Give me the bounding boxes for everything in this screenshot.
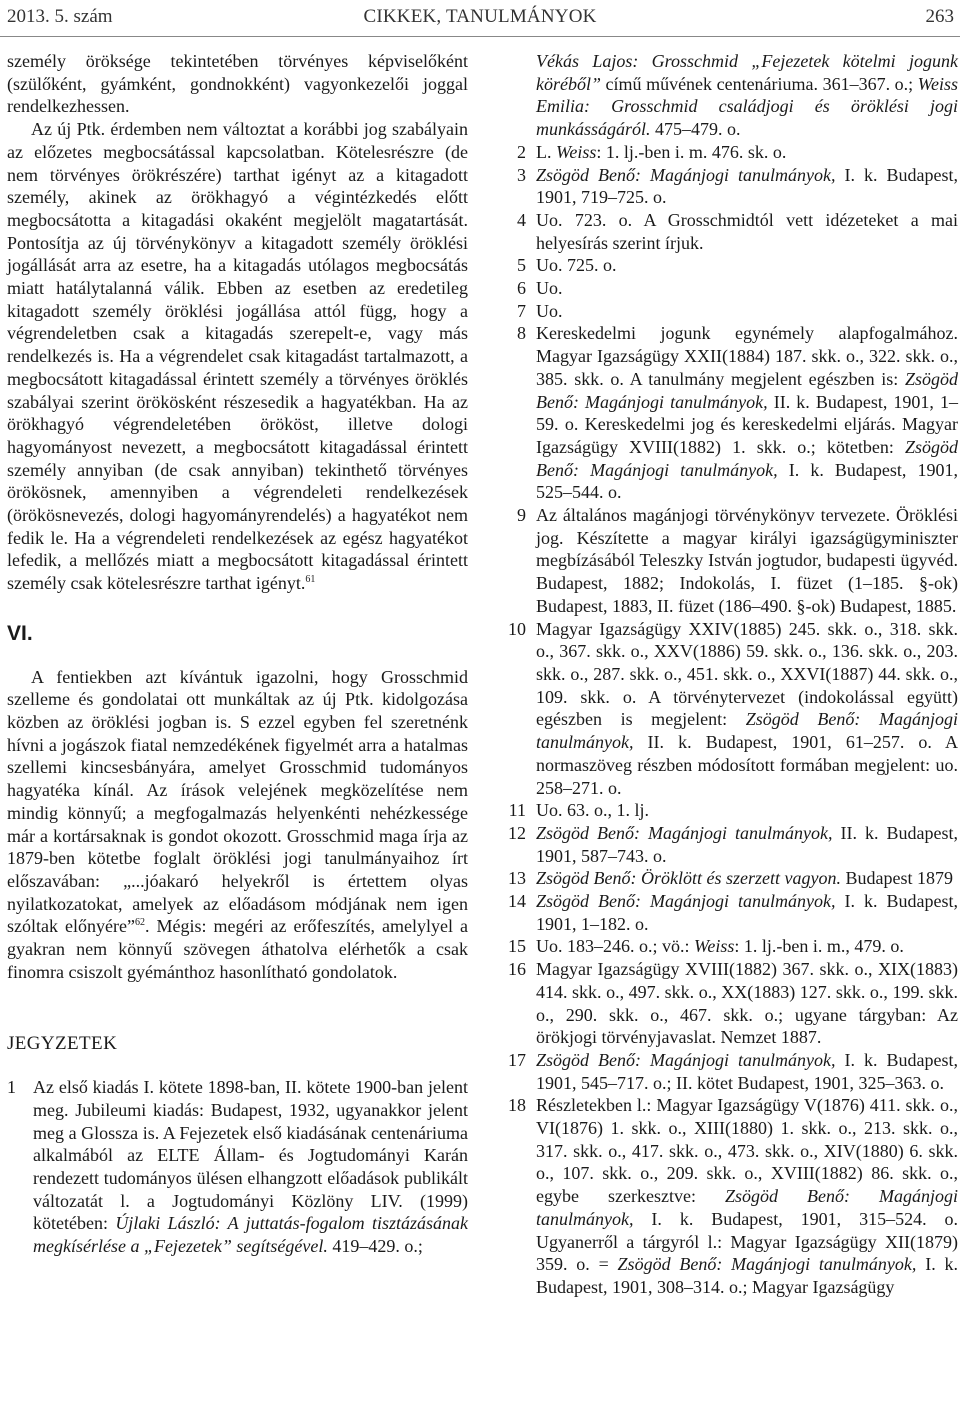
note-text: Zsögöd Benő: Magánjogi tanulmányok, I. k. Budapest, 1901, 545–717. o.; II. kötet Budapest, 1901, 325–363. o. [536,1049,959,1093]
note-italic-part: Újlaki László: A juttatás-fogalom tisztázásának megkísérlése a „Fejezetek” segítségével. [33,1213,468,1257]
note-item [500,504,958,618]
note-number: 17 [508,1049,526,1070]
note-number: 14 [508,891,526,912]
note-text-part: 419–429. o.; [327,1236,423,1257]
note-item [500,890,958,935]
note-item-continued [500,50,958,141]
right-column [500,50,958,1299]
note-text: Uo. 723. o. A Grosschmidtól vett idézeteket a mai helyesírás szerint írjuk. [536,209,958,253]
note-item [500,935,958,958]
note-number: 4 [517,209,526,230]
note-number: 1 [7,1077,16,1098]
issue-label: 2013. 5. szám [7,6,113,27]
note-number: 5 [517,255,526,276]
note-number: 9 [517,505,526,526]
note-number: 13 [508,868,526,889]
note-text [33,1076,468,1258]
note-item [500,799,958,822]
left-column [7,50,468,1258]
footnote-ref-62[interactable]: 62 [134,917,145,929]
note-text: Uo. 183–246. o.; vö.: Weiss: 1. lj.-ben i. m., 479. o. [536,936,904,957]
section-title: CIKKEK, TANULMÁNYOK [363,6,597,27]
running-header [0,0,960,37]
note-text: Uo. [536,300,563,321]
note-item [500,209,958,254]
note-number: 11 [508,800,526,821]
note-text: Zsögöd Benő: Öröklött és szerzett vagyon. Budapest 1879 [536,868,953,889]
note-item [500,1094,958,1298]
paragraph-text: A fentiekben azt kívántuk igazolni, hogy Grosschmid szelleme és gondolatai ott munkáltak az új Ptk. kidolgozása közben az öröklési jogban is. S ezzel egyben fel szeretnénk hívni a jogászok fiatal nemzedékének figyelmét arra a hatalmas szellemi kincsesbányára, amelyet Grosschmid tudományos hagyatéka kínál. Az írások velejének megközelítése nem mindig könnyű; a megfogalmazás helyenkénti nehézkessége már a kortársaknak is gondot okozott. Grosschmid maga írja az 1879-ben kötetbe foglalt öröklési jogi tanulmányaihoz írt előszavában: „...jóakaró helyekről is értettem olyas nyilatkozatokat, amelyek az előadásom módjának nem igen szóltak előnyére” [7,666,468,937]
note-number: 2 [517,141,526,162]
note-item [7,1076,468,1258]
note-text: Zsögöd Benő: Magánjogi tanulmányok, I. k. Budapest, 1901, 1–182. o. [536,891,959,934]
note-italic-part: Weiss Emilia: Grosschmid családjogi és öröklési jogi munkásságáról. [536,73,958,140]
note-text: Uo. [536,278,563,299]
note-text-part: című művének centenáriuma. 361–367. o.; [601,73,918,94]
note-number: 6 [517,278,526,299]
note-text-part: 475–479. o. [650,119,741,140]
note-text-part: Az első kiadás I. kötete 1898-ban, II. kötete 1900-ban jelent meg. Jubileumi kiadás: Budapest, 1932, ugyanakkor jelent meg a Glossza is. A Fejezetek első kiadásának centenáriuma alkalmából az ELTE Állam- és Jogtudományi Karán rendezett tudományos ülésen elhangzott előadások publikált változatát l. a Jogtudományi Közlöny LIV. (1999) kötetében: [33,1077,468,1234]
paragraph-text: Az új Ptk. érdemben nem változtat a korábbi jog szabályain az előzetes megbocsátással kapcsolatban. Kötelesrészre (de nem törvényes örökrészére) tarthat igényt az a kitagadott személy, akinek az örökhagyó a végintézkedés előtt megbocsátotta a kitagadási okaként megjelölt magatartását. Pontosítja az új törvénykönyv a kitagadott személy öröklési jogállását arra az esetre, ha a kitagadás utólagos megbocsátás miatt hatálytalanná válik. Ebben az esetben az eredetileg kitagadott személy öröklési jogállása attól függ, hogy a végrendeletben csak a kitagadás szerepelt-e, vagy más rendelkezés is. Ha a végrendelet csak kitagadást tartalmazott, a megbocsátott kitagadással érintett személy a törvényes öröklés szabályai szerint örökösként részesedik a hagyatékban. Ha az örökhagyó végrendeletében örököst, illetve dologi hagyományost nevezett, a megbocsátott kitagadással érintett személy annyiban (de csak annyiban) tekinthető törvényes örökösnek, amennyiben a végrendeleti rendelkezések (örökösnevezés, dologi hagyományrendelés) a hagyatékot nem fedik le. Ha a végrendeleti rendelkezések az egész hagyatékot lefedik, a mellőzés miatt a megbocsátott kitagadással érintett személy csak kötelesrészre tarthat igényt. [7,119,468,594]
note-number: 12 [508,822,526,843]
note-italic-part: Vékás Lajos: Grosschmid „Fejezetek kötelmi jogunk köréből” [536,51,958,94]
note-text: Uo. 63. o., 1. lj. [536,800,650,821]
note-text: Zsögöd Benő: Magánjogi tanulmányok, II. k. Budapest, 1901, 587–743. o. [536,822,958,866]
note-text [536,50,958,141]
note-text: Uo. 725. o. [536,255,617,276]
note-text: Az általános magánjogi törvénykönyv tervezete. Öröklési jog. Készítette a magyar királyi igazságügyminiszter megbízásából Teleszky István jogtudor, budapesti ügyvéd. Budapest, 1882; Indokolás, I. füzet (1–185. §-ok) Budapest, 1883, II. füzet (186–490. §-ok) Budapest, 1885. [536,505,958,616]
note-text: L. Weiss: 1. lj.-ben i. m. 476. sk. o. [536,141,787,162]
note-text: Zsögöd Benő: Magánjogi tanulmányok, I. k. Budapest, 1901, 719–725. o. [536,164,959,208]
note-item [500,164,958,209]
section-heading: VI. [7,621,33,645]
note-text: Részletekben l.: Magyar Igazságügy V(1876) 411. skk. o., VI(1876) 1. skk. o., XIII(1880) 1. skk. o., 213. skk. o., 317. skk. o., 417. skk. o., 473. skk. o., XIV(1880) 6. skk. o., 107. skk. o., 209. skk. o., XVIII(1882) 86. skk. o., egybe szerkesztve: Zsögöd Benő: Magánjogi tanulmányok, I. k. Budapest, 1901, 315–524. o. Ugyanerről a tárgyról l.: Magyar Igazságügy XII(1879) 359. o. = Zsögöd Benő: Magánjogi tanulmányok, I. k. Budapest, 1901, 308–314. o.; Magyar Igazságügy [536,1095,958,1297]
body-paragraph [7,666,468,984]
body-paragraph [7,118,468,595]
footnote-ref-61[interactable]: 61 [305,574,316,586]
note-number: 10 [508,618,526,639]
note-item [500,277,958,300]
note-text: Magyar Igazságügy XVIII(1882) 367. skk. o., XIX(1883) 414. skk. o., 497. skk. o., XX(1883) 127. skk. o., 199. skk. o., 290. skk. o., 467. skk. o.; ugyane tárgyban: Az örökjogi törvényjavaslat. Nemzet 1887. [536,959,958,1048]
note-item [500,1049,958,1094]
note-item [500,958,958,1049]
notes-heading: JEGYZETEK [7,1033,118,1055]
note-text: Magyar Igazságügy XXIV(1885) 245. skk. o., 318. skk. o., 367. skk. o., XXV(1886) 59. skk. o., 136. skk. o., 203. skk. o., 287. skk. o., 451. skk. o., XXVI(1887) 44. skk. o., 109. skk. o. A törvénytervezet (indokolással együtt) egészben is megjelent: Zsögöd Benő: Magánjogi tanulmányok, II. k. Budapest, 1901, 61–257. o. A normaszöveg részben módosított formában megjelent: uo. 258–271. o. [536,618,958,798]
note-item [500,141,958,164]
note-number: 15 [508,936,526,957]
note-item [500,322,958,504]
note-item [500,618,958,800]
note-item [500,822,958,867]
note-number: 8 [517,323,526,344]
note-number: 16 [508,959,526,980]
note-text: Kereskedelmi jogunk egynémely alapfogalmához. Magyar Igazságügy XXII(1884) 187. skk. o., 322. skk. o., 385. skk. o. A tanulmány megjelent egészben is: Zsögöd Benő: Magánjogi tanulmányok, II. k. Budapest, 1901, 1–59. o. Kereskedelmi jog és kereskedelmi eljárás. Magyar Igazságügy XVIII(1882) 1. skk. o.; kötetben: Zsögöd Benő: Magánjogi tanulmányok, I. k. Budapest, 1901, 525–544. o. [536,323,958,503]
note-number: 7 [517,300,526,321]
note-item [500,300,958,323]
note-number: 18 [508,1095,526,1116]
note-item [500,254,958,277]
body-paragraph: személy öröksége tekintetében törvényes képviselőként (szülőként, gyámként, gondnokként) vagyonkezelői joggal rendelkezhessen. [7,51,468,117]
paragraph-text: . Mégis: megéri az erőfeszítés, amelylyel a gyakran nem könnyű szövegen áthatolva elérhetők a csak finomra csiszolt gyémánthoz hasonlítható gondolatok. [7,916,469,982]
note-number: 3 [517,164,526,185]
page-number: 263 [925,6,954,27]
note-item [500,867,958,890]
